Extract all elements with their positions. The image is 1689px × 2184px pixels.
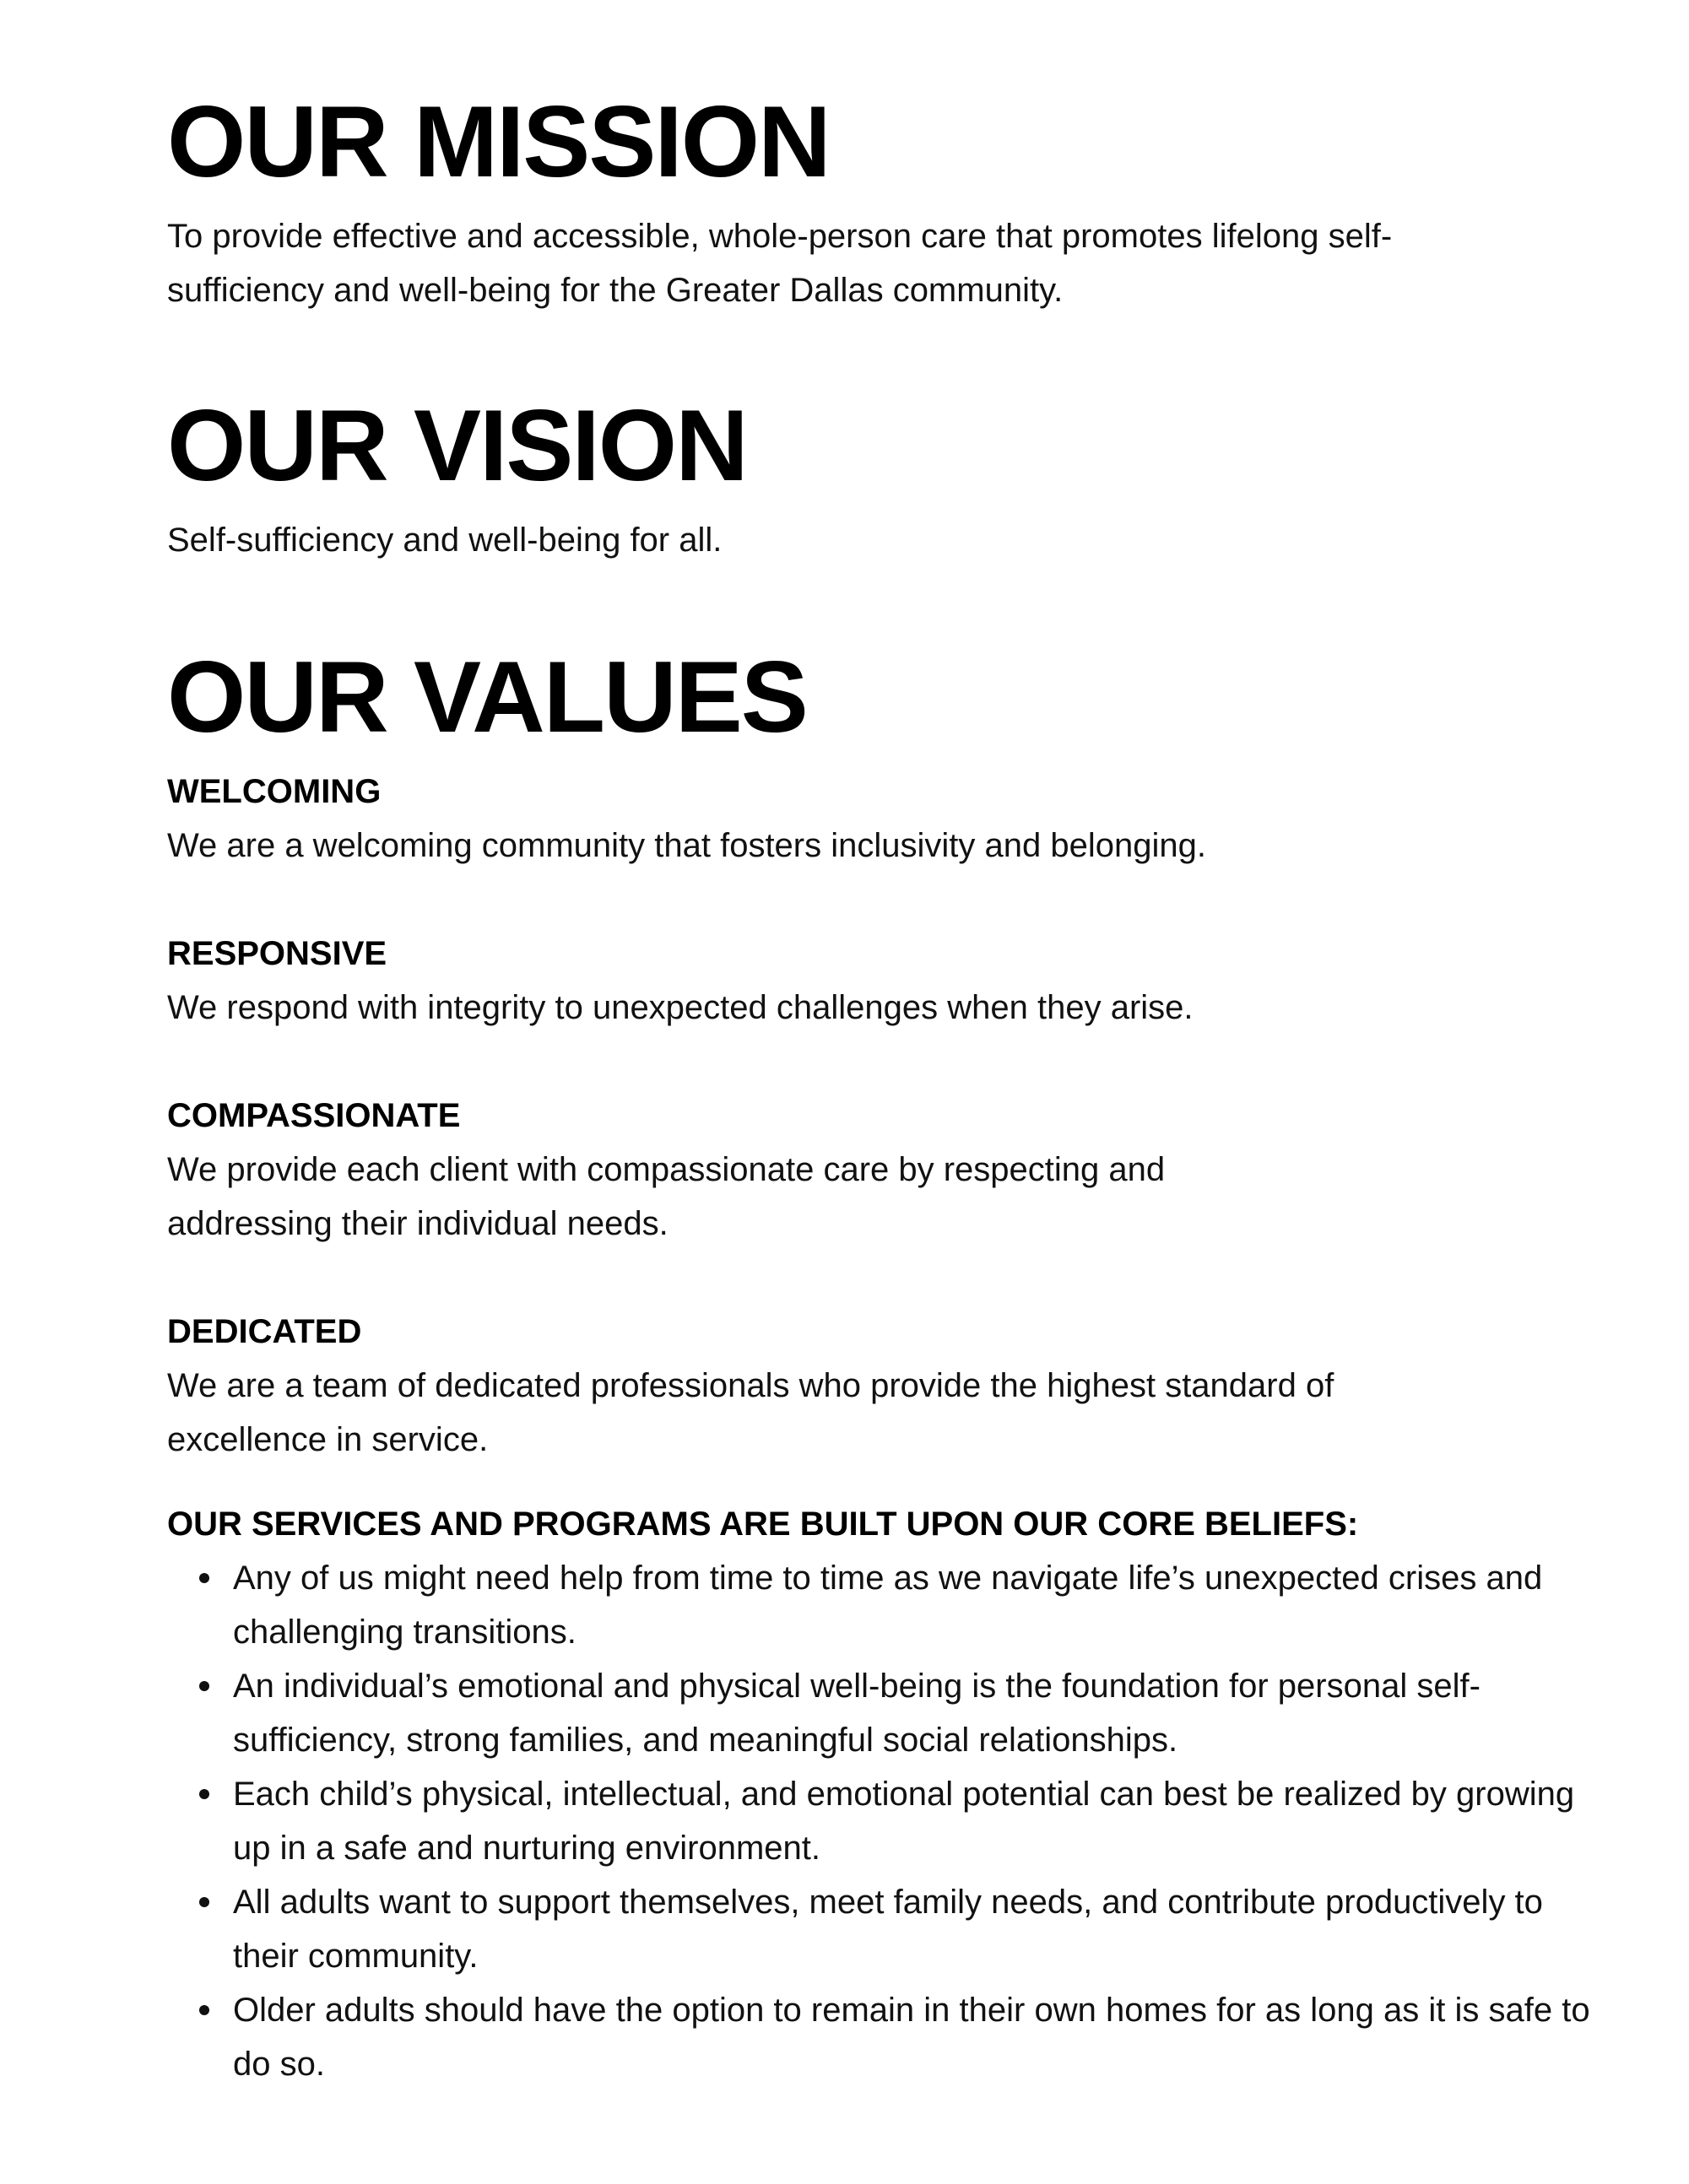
vision-heading: OUR VISION [167,389,747,502]
belief-item [167,1983,1602,2091]
beliefs-list [167,1551,1602,2091]
belief-text: An individual’s emotional and physical well-being is the foundation for personal self-sufficiency, strong families, and meaningful social relationships. [233,1668,1481,1759]
bullet-icon [199,1897,209,1907]
belief-text: Each child’s physical, intellectual, and emotional potential can best be realized by growing up in a safe and nurturing environment. [233,1776,1575,1867]
value-text-compassionate: We provide each client with compassionate care by respecting and addressing their individual needs. [167,1151,1166,1242]
value-text-welcoming: We are a welcoming community that fosters inclusivity and belonging. [167,827,1206,864]
belief-item [167,1551,1602,1659]
vision-text: Self-sufficiency and well-being for all. [167,522,723,559]
bullet-icon [199,1573,209,1583]
belief-item [167,1767,1602,1875]
bullet-icon [199,1789,209,1799]
beliefs-heading: OUR SERVICES AND PROGRAMS ARE BUILT UPON OUR CORE BELIEFS: [167,1506,1359,1543]
mission-text: To provide effective and accessible, whole-person care that promotes lifelong self-sufficiency and well-being for the Greater Dallas community. [167,218,1393,309]
belief-text: All adults want to support themselves, meet family needs, and contribute productively to their community. [233,1884,1543,1975]
belief-item [167,1659,1602,1767]
belief-text: Any of us might need help from time to time as we navigate life’s unexpected crises and challenging transitions. [233,1560,1543,1651]
value-title-compassionate: COMPASSIONATE [167,1097,461,1134]
belief-text: Older adults should have the option to remain in their own homes for as long as it is safe to do so. [233,1992,1590,2083]
bullet-icon [199,1681,209,1691]
value-title-welcoming: WELCOMING [167,773,382,810]
value-title-dedicated: DEDICATED [167,1313,362,1350]
value-title-responsive: RESPONSIVE [167,935,387,972]
belief-item [167,1875,1602,1983]
values-heading: OUR VALUES [167,641,807,754]
bullet-icon [199,2005,209,2015]
value-text-dedicated: We are a team of dedicated professionals who provide the highest standard of excellence in service. [167,1367,1334,1458]
mission-heading: OUR MISSION [167,85,830,198]
value-text-responsive: We respond with integrity to unexpected challenges when they arise. [167,989,1194,1026]
